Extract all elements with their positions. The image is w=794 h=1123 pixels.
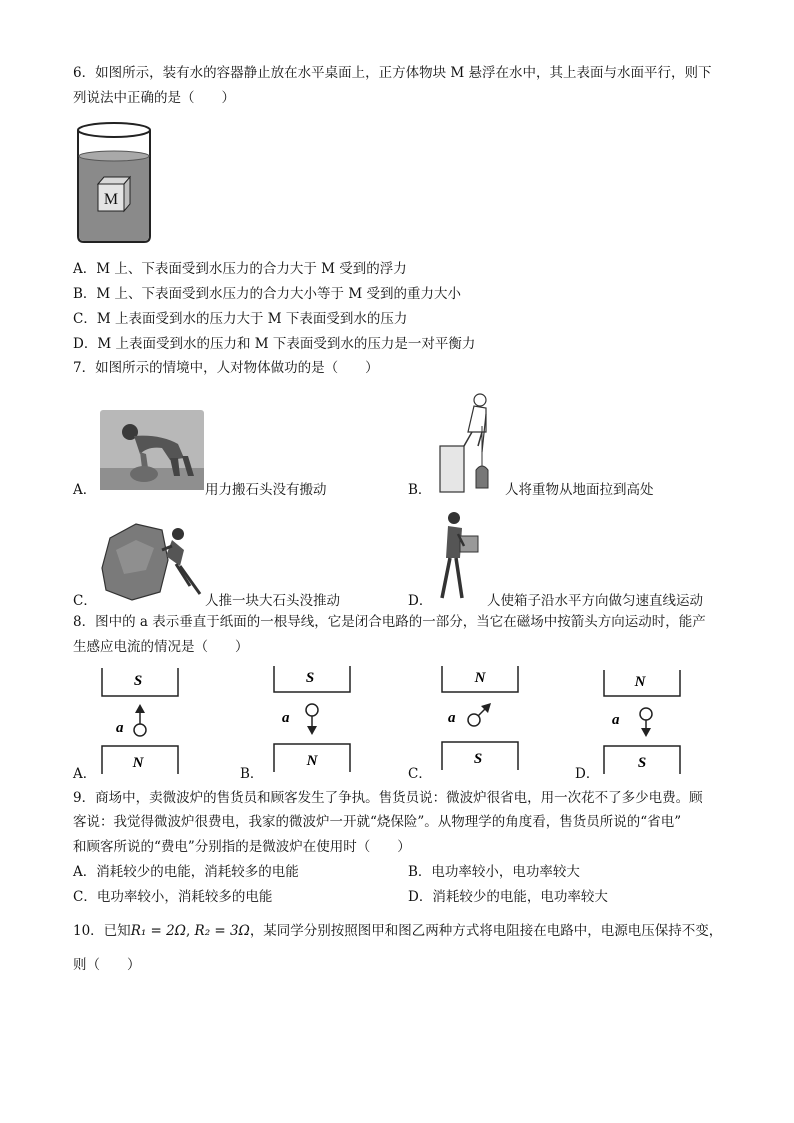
q7-option-c-text: 人推一块大石头没推动: [205, 593, 340, 609]
magnet-top-pole: S: [133, 673, 143, 689]
magnet-bottom-pole: S: [637, 755, 647, 771]
q7-figure-b-pulling-weight: [440, 392, 506, 492]
wire-label: a: [282, 710, 290, 726]
q10-prefix: 10．已知: [73, 923, 131, 939]
q7-option-a-letter: A．: [73, 482, 97, 498]
q7-option-d-letter: D．: [408, 593, 433, 609]
q6-stem-line2: 列说法中正确的是（ ）: [73, 90, 235, 106]
magnet-top-pole: S: [305, 670, 315, 686]
q9-option-a: A．消耗较少的电能，消耗较多的电能: [73, 864, 299, 880]
q8-option-c-letter: C．: [408, 766, 432, 782]
q7-stem: 7．如图所示的情境中，人对物体做功的是（ ）: [73, 360, 379, 376]
wire-label: a: [116, 720, 124, 736]
q6-option-d: D．M 上表面受到水的压力和 M 下表面受到水的压力是一对平衡力: [73, 336, 476, 352]
q6-option-b: B．M 上、下表面受到水压力的合力大小等于 M 受到的重力大小: [73, 286, 461, 302]
q10-line1: [73, 922, 722, 940]
q7-option-d-text: 人使箱子沿水平方向做匀速直线运动: [487, 593, 703, 609]
wire-conductor: [640, 708, 652, 720]
q7-figure-c-pushing-rock: [96, 520, 206, 604]
arrow-down-icon: [641, 728, 651, 737]
wire-label: a: [612, 712, 620, 728]
magnet-bottom-pole: S: [473, 751, 483, 767]
q10-separator: ,: [185, 923, 195, 939]
q7-figure-a-lifting-stone: [100, 410, 204, 490]
q7-option-a-text: 用力搬石头没有搬动: [205, 482, 327, 498]
wire-conductor: [306, 704, 318, 716]
q7-option-c-letter: C．: [73, 593, 97, 609]
arrow-up-icon: [135, 704, 145, 713]
q9-option-c: C．电功率较小，消耗较多的电能: [73, 889, 273, 905]
q8-panel-c: [438, 664, 524, 774]
q7-option-b-text: 人将重物从地面拉到高处: [505, 482, 654, 498]
q10-suffix: ，某同学分别按照图甲和图乙两种方式将电阻接在电路中，电源电压保持不变，: [249, 923, 723, 939]
q6-option-c: C．M 上表面受到水的压力大于 M 下表面受到水的压力: [73, 311, 408, 327]
q8-panel-a: [98, 666, 184, 776]
wire-label: a: [448, 710, 456, 726]
q8-option-a-letter: A．: [73, 766, 97, 782]
q10-r2: R₂ = 3Ω: [194, 923, 250, 939]
magnet-top-pole: N: [474, 670, 486, 686]
q10-r1: R₁ = 2Ω: [130, 923, 186, 939]
wire-conductor: [134, 724, 146, 736]
q8-panel-b: [270, 664, 356, 774]
q8-option-d-letter: D．: [575, 766, 600, 782]
q9-option-b: B．电功率较小，电功率较大: [408, 864, 580, 880]
q8-option-b-letter: B．: [240, 766, 264, 782]
q6-option-a: A．M 上、下表面受到水压力的合力大于 M 受到的浮力: [73, 261, 407, 277]
q7-option-b-letter: B．: [408, 482, 432, 498]
q8-stem-line1: 8．图中的 a 表示垂直于纸面的一根导线，它是闭合电路的一部分，当它在磁场中按箭头方向运动时，能产: [73, 614, 706, 630]
magnet-bottom-pole: N: [306, 753, 318, 769]
cube-label: M: [103, 191, 119, 208]
beaker-figure: [74, 120, 154, 246]
q9-option-d: D．消耗较少的电能，电功率较大: [408, 889, 608, 905]
q6-stem-line1: 6．如图所示，装有水的容器静止放在水平桌面上，正方体物块 M 悬浮在水中，其上表面与水面平行，则下: [73, 65, 712, 81]
q9-line1: 9．商场中，卖微波炉的售货员和顾客发生了争执。售货员说：微波炉很省电，用一次花不了多少电费。顾: [73, 790, 703, 806]
q8-stem-line2: 生感应电流的情况是（ ）: [73, 639, 249, 655]
q10-line2: 则（ ）: [73, 957, 141, 973]
q7-figure-d-carrying-box: [436, 508, 486, 604]
q9-line2: 客说：我觉得微波炉很费电，我家的微波炉一开就“烧保险”。从物理学的角度看，售货员所说的“省电”: [73, 814, 682, 830]
q8-panel-d: [600, 668, 686, 778]
magnet-top-pole: N: [634, 674, 646, 690]
q9-line3: 和顾客所说的“费电”分别指的是微波炉在使用时（ ）: [73, 839, 411, 855]
magnet-bottom-pole: N: [132, 755, 144, 771]
arrow-down-icon: [307, 726, 317, 735]
cube-m: [98, 177, 130, 211]
